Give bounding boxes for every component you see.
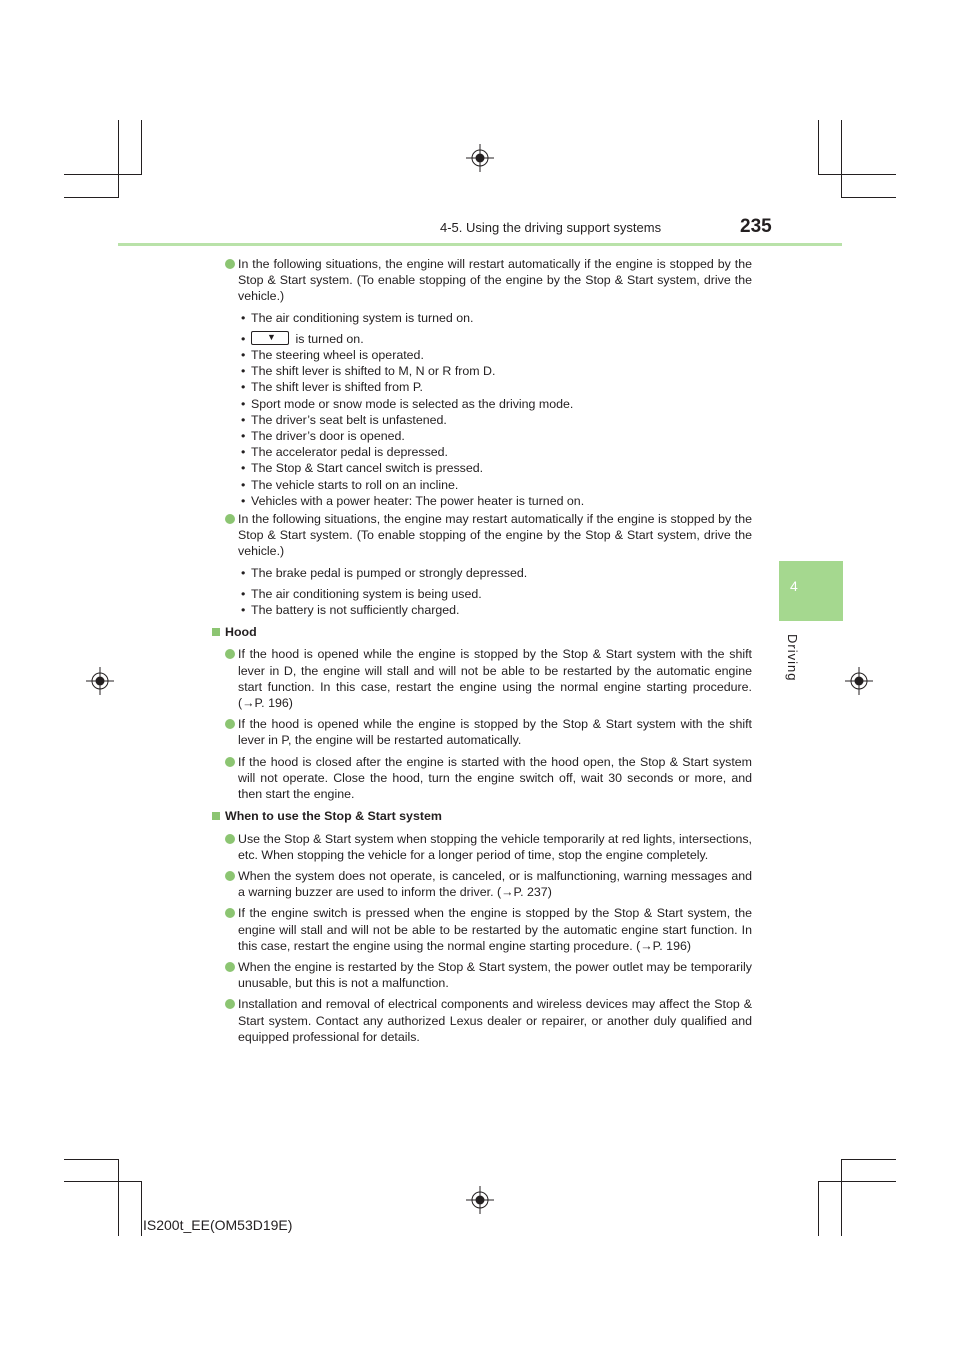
- chapter-number: 4: [790, 578, 798, 594]
- bullet-paragraph: [208, 256, 752, 305]
- paragraph-text: If the hood is opened while the engine is stopped by the Stop & Start system with the shift lever in D, the engine will stall and will not be able to be restarted by the automatic engine start function. In this case, restart the engine using the normal engine starting procedure. (→P. 196): [238, 647, 752, 711]
- bullet-paragraph: [208, 754, 752, 803]
- chapter-tab: [779, 561, 843, 621]
- bullet-icon: [225, 871, 235, 881]
- list-item: • Vehicles with a power heater: The power heater is turned on.: [241, 493, 585, 508]
- list-item: • The steering wheel is operated.: [241, 348, 424, 363]
- list-item: • The accelerator pedal is depressed.: [241, 445, 448, 460]
- list-item: • The vehicle starts to roll on an incline.: [241, 477, 459, 492]
- paragraph-text: When the engine is restarted by the Stop & Start system, the power outlet may be temporarily unusable, but this is not a malfunction.: [238, 959, 752, 991]
- paragraph-text: In the following situations, the engine will restart automatically if the engine is stopped by the Stop & Start system. (To enable stopping of the engine by the Stop & Start system, drive the vehicle.): [238, 257, 752, 304]
- header-section-title: 4-5. Using the driving support systems: [440, 220, 662, 235]
- document-code: IS200t_EE(OM53D19E): [143, 1217, 293, 1233]
- paragraph-text: In the following situations, the engine may restart automatically if the engine is stopped by the Stop & Start system. (To enable stopping of the engine by the Stop & Start system, drive the vehicle.): [238, 512, 752, 559]
- list-item: • The air conditioning system is turned on.: [241, 310, 474, 325]
- bullet-icon: [225, 834, 235, 844]
- bullet-paragraph: [208, 511, 752, 560]
- bullet-paragraph: [208, 716, 752, 748]
- list-item: • The shift lever is shifted from P.: [241, 380, 423, 395]
- defroster-button-icon: ▼: [251, 331, 289, 345]
- bullet-paragraph: [208, 996, 752, 1045]
- list-item: • The shift lever is shifted to M, N or R from D.: [241, 364, 496, 379]
- paragraph-text: Installation and removal of electrical components and wireless devices may affect the Stop & Start system. Contact any authorized Lexus dealer or repairer, or another duly qualified and equipped professional for details.: [238, 997, 752, 1044]
- section-heading-when-to-use: When to use the Stop & Start system: [208, 808, 752, 824]
- main-content: [208, 256, 752, 1050]
- registration-mark-bottom-icon: [466, 1186, 494, 1214]
- registration-mark-left-icon: [86, 667, 114, 695]
- list-item: • The brake pedal is pumped or strongly depressed.: [241, 565, 528, 580]
- bullet-paragraph: [208, 831, 752, 863]
- paragraph-text: If the hood is closed after the engine is started with the hood open, the Stop & Start system will not operate. Close the hood, turn the engine switch off, wait 30 seconds or more, and then start the engine.: [238, 754, 752, 802]
- list-item: • The battery is not sufficiently charged.: [241, 603, 460, 618]
- bullet-icon: [225, 962, 235, 972]
- list-item: • The Stop & Start cancel switch is pressed.: [241, 461, 484, 476]
- header-divider: [118, 243, 842, 246]
- bullet-paragraph: [208, 868, 752, 900]
- bullet-icon: [225, 649, 235, 659]
- paragraph-text: If the engine switch is pressed when the engine is stopped by the Stop & Start system, the engine will stall and will not be able to be restarted by the automatic engine start function. In this case, restart the engine using the normal engine starting procedure. (→P. 196): [238, 906, 752, 953]
- paragraph-text: Use the Stop & Start system when stopping the vehicle temporarily at red lights, intersections, etc. When stopping the vehicle for a longer period of time, stop the engine completely.: [238, 831, 752, 862]
- may-restart-conditions-list: [208, 565, 752, 619]
- restart-conditions-list: [208, 310, 752, 509]
- bullet-icon: [225, 719, 235, 729]
- list-item: • The driver’s seat belt is unfastened.: [241, 412, 447, 427]
- bullet-paragraph: [208, 646, 752, 711]
- registration-mark-right-icon: [845, 667, 873, 695]
- registration-mark-top-icon: [466, 144, 494, 172]
- bullet-paragraph: [208, 959, 752, 991]
- bullet-paragraph: [208, 905, 752, 954]
- list-item: • Sport mode or snow mode is selected as the driving mode.: [241, 396, 574, 411]
- bullet-icon: [225, 514, 235, 524]
- paragraph-text: When the system does not operate, is canceled, or is malfunctioning, warning messages and a warning buzzer are used to inform the driver. (→P. 237): [238, 868, 752, 900]
- list-item: • ▼ is turned on.: [241, 331, 364, 346]
- list-item: • The driver’s door is opened.: [241, 429, 405, 444]
- paragraph-text: If the hood is opened while the engine is stopped by the Stop & Start system with the shift lever in P, the engine will be restarted automatically.: [238, 717, 752, 748]
- section-marker-icon: [212, 628, 220, 636]
- section-heading-hood: Hood: [208, 624, 752, 640]
- bullet-icon: [225, 757, 235, 767]
- chapter-label: Driving: [785, 634, 800, 682]
- bullet-icon: [225, 259, 235, 269]
- section-marker-icon: [212, 812, 220, 820]
- bullet-icon: [225, 908, 235, 918]
- page-number: 235: [740, 216, 772, 237]
- bullet-icon: [225, 999, 235, 1009]
- list-item: • The air conditioning system is being used.: [241, 586, 482, 601]
